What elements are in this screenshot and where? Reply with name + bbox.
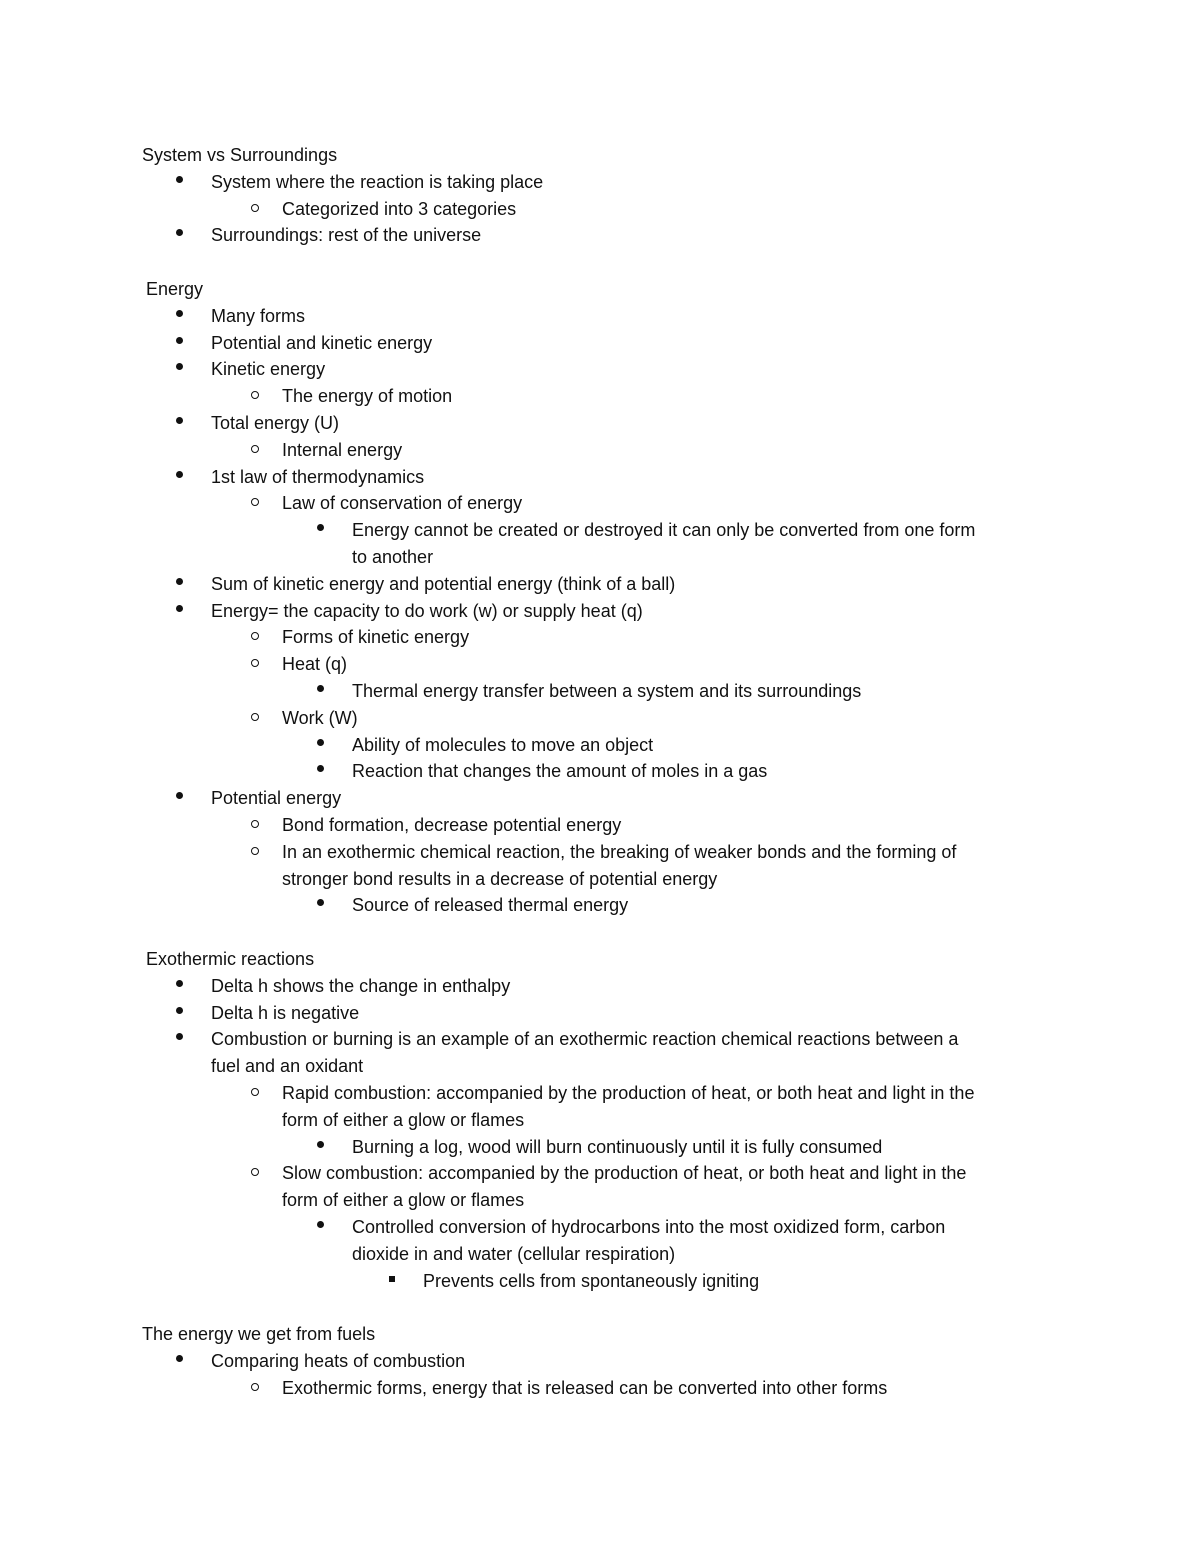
list-item-continuation <box>0 544 1200 571</box>
list-item <box>0 598 1200 625</box>
list-item-text: Many forms <box>211 305 306 326</box>
list-item-text: form of either a glow or flames <box>282 1190 525 1211</box>
list-item-text: System where the reaction is taking place <box>211 171 544 192</box>
disc-bullet-icon <box>176 792 183 799</box>
section-heading: Exothermic reactions <box>146 949 315 969</box>
list-item <box>0 651 1200 678</box>
circle-bullet-icon <box>251 820 259 828</box>
list-item-text: Source of released thermal energy <box>352 895 629 916</box>
list-item-text: Surroundings: rest of the universe <box>211 225 482 246</box>
list-item <box>0 1080 1200 1107</box>
disc-bullet-icon <box>176 417 183 424</box>
list-item-text: Categorized into 3 categories <box>282 198 517 219</box>
list-item-continuation <box>0 1107 1200 1134</box>
section-heading-line <box>0 1321 1200 1348</box>
list-item <box>0 464 1200 491</box>
section-heading-line <box>0 946 1200 973</box>
list-item <box>0 1000 1200 1027</box>
list-item <box>0 624 1200 651</box>
list-item <box>0 196 1200 223</box>
circle-bullet-icon <box>251 498 259 506</box>
disc-bullet-icon <box>176 605 183 612</box>
disc-bullet-icon <box>176 980 183 987</box>
list-item-continuation <box>0 1241 1200 1268</box>
blank-line <box>0 249 1200 276</box>
disc-bullet-icon <box>176 1033 183 1040</box>
circle-bullet-icon <box>251 391 259 399</box>
disc-bullet-icon <box>176 363 183 370</box>
section-heading: The energy we get from fuels <box>142 1324 376 1345</box>
list-item-text: Potential and kinetic energy <box>211 332 433 353</box>
list-item-text: Ability of molecules to move an object <box>352 734 654 755</box>
circle-bullet-icon <box>251 1088 259 1096</box>
list-item-text: The energy of motion <box>282 386 453 407</box>
square-bullet-icon <box>389 1276 395 1282</box>
disc-bullet-icon <box>176 337 183 344</box>
list-item-text: fuel and an oxidant <box>211 1056 364 1077</box>
disc-bullet-icon <box>317 1221 324 1228</box>
list-item <box>0 732 1200 759</box>
list-item <box>0 785 1200 812</box>
list-item-text: Total energy (U) <box>211 413 340 433</box>
blank-line <box>0 1294 1200 1321</box>
circle-bullet-icon <box>251 632 259 640</box>
list-item <box>0 571 1200 598</box>
list-item-text: Rapid combustion: accompanied by the production of heat, or both heat and light in the <box>282 1083 975 1103</box>
list-item-continuation <box>0 866 1200 893</box>
list-item-text: Heat (q) <box>282 654 348 675</box>
list-item <box>0 330 1200 357</box>
disc-bullet-icon <box>176 471 183 478</box>
list-item <box>0 758 1200 785</box>
list-item-text: Work (W) <box>282 707 358 728</box>
list-item-text: Sum of kinetic energy and potential energy (think of a ball) <box>211 573 676 594</box>
list-item <box>0 973 1200 1000</box>
list-item-text: Comparing heats of combustion <box>211 1351 466 1371</box>
list-item-text: Kinetic energy <box>211 359 326 380</box>
list-item-text: Delta h is negative <box>211 1002 360 1023</box>
list-item <box>0 812 1200 839</box>
list-item <box>0 1375 1200 1402</box>
list-item-continuation <box>0 1187 1200 1214</box>
disc-bullet-icon <box>176 310 183 317</box>
list-item <box>0 839 1200 866</box>
list-item <box>0 1348 1200 1375</box>
list-item <box>0 1134 1200 1161</box>
disc-bullet-icon <box>317 899 324 906</box>
list-item-text: Law of conservation of energy <box>282 493 523 514</box>
list-item-text: form of either a glow or flames <box>282 1109 525 1130</box>
disc-bullet-icon <box>317 1141 324 1148</box>
circle-bullet-icon <box>251 1383 259 1391</box>
list-item-text: dioxide in and water (cellular respiration) <box>352 1243 676 1264</box>
list-item-text: Delta h shows the change in enthalpy <box>211 975 511 996</box>
list-item-text: Reaction that changes the amount of moles in a gas <box>352 761 768 782</box>
list-item-text: to another <box>352 547 434 567</box>
circle-bullet-icon <box>251 713 259 721</box>
section-heading: Energy <box>146 279 204 299</box>
disc-bullet-icon <box>317 739 324 746</box>
list-item <box>0 678 1200 705</box>
list-item-text: 1st law of thermodynamics <box>211 466 425 487</box>
list-item-text: In an exothermic chemical reaction, the breaking of weaker bonds and the forming of <box>282 841 957 862</box>
list-item <box>0 705 1200 732</box>
list-item <box>0 169 1200 196</box>
disc-bullet-icon <box>176 229 183 236</box>
circle-bullet-icon <box>251 445 259 453</box>
circle-bullet-icon <box>251 847 259 855</box>
list-item-text: Thermal energy transfer between a system and its surroundings <box>352 681 862 701</box>
circle-bullet-icon <box>251 659 259 667</box>
list-item <box>0 517 1200 544</box>
list-item-text: Forms of kinetic energy <box>282 627 470 648</box>
list-item-text: Energy cannot be created or destroyed it can only be converted from one form <box>352 520 976 541</box>
list-item-continuation <box>0 1053 1200 1080</box>
list-item <box>0 383 1200 410</box>
list-item <box>0 1214 1200 1241</box>
list-item <box>0 892 1200 919</box>
section-heading-line <box>0 276 1200 303</box>
disc-bullet-icon <box>176 1007 183 1014</box>
blank-line <box>0 919 1200 946</box>
list-item <box>0 437 1200 464</box>
list-item-text: Slow combustion: accompanied by the production of heat, or both heat and light in the <box>282 1163 967 1184</box>
list-item <box>0 490 1200 517</box>
circle-bullet-icon <box>251 204 259 212</box>
list-item-text: Internal energy <box>282 439 403 460</box>
list-item-text: Potential energy <box>211 788 342 809</box>
disc-bullet-icon <box>176 176 183 183</box>
list-item-text: Combustion or burning is an example of an exothermic reaction chemical reactions between a <box>211 1029 959 1050</box>
list-item-text: Burning a log, wood will burn continuously until it is fully consumed <box>352 1136 883 1157</box>
disc-bullet-icon <box>176 578 183 585</box>
list-item-text: Energy= the capacity to do work (w) or supply heat (q) <box>211 600 643 621</box>
list-item-text: Exothermic forms, energy that is released can be converted into other forms <box>282 1377 888 1398</box>
list-item <box>0 356 1200 383</box>
list-item-text: Controlled conversion of hydrocarbons into the most oxidized form, carbon <box>352 1217 946 1237</box>
disc-bullet-icon <box>176 1355 183 1362</box>
section-heading-line <box>0 142 1200 169</box>
circle-bullet-icon <box>251 1168 259 1176</box>
list-item <box>0 1026 1200 1053</box>
list-item <box>0 303 1200 330</box>
list-item-text: Bond formation, decrease potential energy <box>282 815 622 835</box>
list-item <box>0 222 1200 249</box>
disc-bullet-icon <box>317 685 324 692</box>
disc-bullet-icon <box>317 524 324 531</box>
list-item-text: stronger bond results in a decrease of potential energy <box>282 868 718 889</box>
list-item <box>0 410 1200 437</box>
disc-bullet-icon <box>317 765 324 772</box>
list-item-text: Prevents cells from spontaneously igniting <box>423 1270 760 1291</box>
list-item <box>0 1268 1200 1295</box>
section-heading: System vs Surroundings <box>142 145 338 165</box>
list-item <box>0 1160 1200 1187</box>
